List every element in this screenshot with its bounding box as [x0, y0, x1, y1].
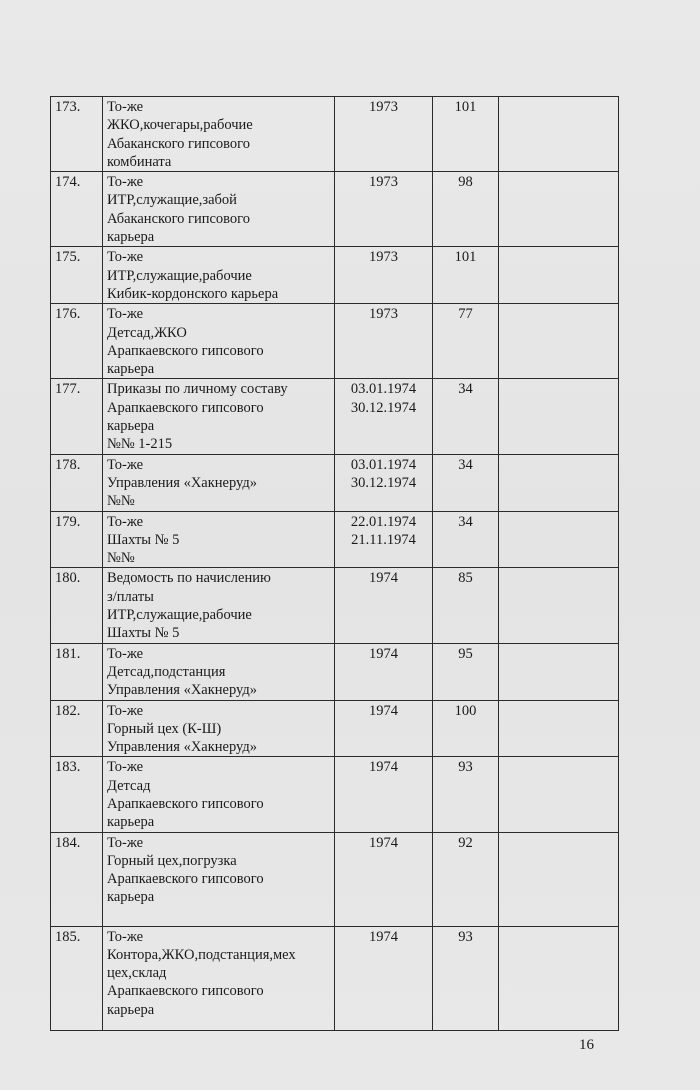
row-sheet-count: 95	[433, 643, 499, 700]
title-line: карьера	[107, 889, 155, 906]
title-line: карьера	[107, 814, 155, 831]
title-line: карьера	[107, 418, 155, 435]
row-number: 173.	[51, 97, 103, 172]
row-dates	[335, 643, 433, 700]
row-note	[499, 926, 619, 1030]
table-row	[51, 832, 619, 926]
row-note	[499, 379, 619, 454]
row-number: 184.	[51, 832, 103, 926]
title-line: №№	[107, 493, 135, 510]
row-note	[499, 700, 619, 757]
row-sheet-count: 34	[433, 454, 499, 511]
row-sheet-count: 85	[433, 568, 499, 643]
row-dates	[335, 757, 433, 832]
date-line: 1973	[369, 99, 398, 115]
date-line: 1974	[369, 928, 398, 945]
title-line: Шахты № 5	[107, 625, 180, 642]
row-sheet-count: 93	[433, 926, 499, 1030]
title-line: цех,склад	[107, 965, 167, 982]
row-sheet-count: 93	[433, 757, 499, 832]
row-number: 182.	[51, 700, 103, 757]
title-line: №№ 1-215	[107, 436, 173, 453]
date-line: 21.11.1974	[351, 531, 416, 548]
date-line: 1974	[369, 570, 398, 587]
table-row	[51, 97, 619, 172]
table-row	[51, 304, 619, 379]
title-line: Арапкаевского гипсового	[107, 795, 264, 812]
title-line: То-же	[107, 99, 144, 115]
date-line: 03.01.1974	[350, 381, 417, 398]
row-sheet-count: 92	[433, 832, 499, 926]
title-line: ИТР,служащие,забой	[107, 192, 237, 209]
title-line: Детсад,подстанция	[107, 663, 226, 680]
title-line: Контора,ЖКО,подстанция,мех	[107, 946, 296, 963]
row-dates	[335, 247, 433, 304]
row-title	[103, 757, 335, 832]
title-line: Арапкаевского гипсового	[107, 399, 264, 416]
row-title	[103, 511, 335, 568]
date-line: 22.01.1974	[350, 513, 417, 530]
row-title	[103, 172, 335, 247]
title-line: Управления «Хакнеруд»	[107, 474, 257, 491]
title-line: Арапкаевского гипсового	[107, 871, 264, 888]
table-row	[51, 511, 619, 568]
row-note	[499, 454, 619, 511]
row-note	[499, 304, 619, 379]
title-line: Горный цех (К-Ш)	[107, 720, 222, 737]
row-note	[499, 172, 619, 247]
row-note	[499, 832, 619, 926]
row-dates	[335, 832, 433, 926]
title-line: №№	[107, 550, 135, 567]
row-number: 176.	[51, 304, 103, 379]
row-number: 179.	[51, 511, 103, 568]
date-line: 1973	[369, 174, 398, 191]
title-line: То-же	[107, 645, 144, 662]
row-note	[499, 247, 619, 304]
table-row	[51, 454, 619, 511]
title-line: Абаканского гипсового	[107, 135, 251, 152]
table-row	[51, 568, 619, 643]
row-sheet-count: 77	[433, 304, 499, 379]
date-line: 1974	[369, 645, 398, 662]
date-line: 1974	[369, 834, 398, 851]
row-dates	[335, 304, 433, 379]
row-number: 185.	[51, 926, 103, 1030]
date-line: 03.01.1974	[350, 456, 417, 473]
title-line: ИТР,служащие,рабочие	[107, 267, 252, 284]
table-row	[51, 700, 619, 757]
date-line: 1973	[369, 306, 398, 323]
inventory-table	[50, 96, 619, 1031]
title-line: Управления «Хакнеруд»	[107, 682, 257, 699]
page-number: 16	[579, 1037, 594, 1053]
title-line: То-же	[107, 249, 144, 266]
title-line: Приказы по личному составу	[107, 381, 288, 398]
row-dates	[335, 454, 433, 511]
row-dates	[335, 568, 433, 643]
row-number: 174.	[51, 172, 103, 247]
row-title	[103, 454, 335, 511]
title-line: Детсад	[107, 777, 151, 794]
title-line: комбината	[107, 153, 172, 170]
title-line: То-же	[107, 834, 144, 851]
row-dates	[335, 511, 433, 568]
title-line: То-же	[107, 702, 144, 719]
row-dates	[335, 172, 433, 247]
row-sheet-count: 101	[433, 247, 499, 304]
row-note	[499, 511, 619, 568]
row-sheet-count: 34	[433, 511, 499, 568]
row-title	[103, 304, 335, 379]
row-number: 180.	[51, 568, 103, 643]
title-line: Ведомость по начислению	[107, 570, 271, 587]
title-line: То-же	[107, 513, 144, 530]
title-line: карьера	[107, 361, 155, 378]
row-number: 183.	[51, 757, 103, 832]
row-sheet-count: 34	[433, 379, 499, 454]
table-row	[51, 379, 619, 454]
row-title	[103, 832, 335, 926]
title-line: Абаканского гипсового	[107, 210, 251, 227]
title-line: Арапкаевского гипсового	[107, 342, 264, 359]
date-line: 1973	[369, 249, 398, 266]
row-sheet-count: 98	[433, 172, 499, 247]
row-title	[103, 926, 335, 1030]
row-number: 181.	[51, 643, 103, 700]
row-sheet-count: 101	[433, 97, 499, 172]
row-title	[103, 247, 335, 304]
row-dates	[335, 926, 433, 1030]
row-note	[499, 568, 619, 643]
title-line: То-же	[107, 306, 144, 323]
inventory-table-body	[51, 97, 619, 1031]
row-note	[499, 757, 619, 832]
table-row	[51, 757, 619, 832]
title-line: ЖКО,кочегары,рабочие	[107, 117, 253, 134]
title-line: То-же	[107, 174, 144, 191]
title-line: карьера	[107, 1001, 155, 1018]
title-line: Детсад,ЖКО	[107, 324, 187, 341]
row-sheet-count: 100	[433, 700, 499, 757]
date-line: 1974	[369, 759, 398, 776]
row-dates	[335, 379, 433, 454]
row-number: 175.	[51, 247, 103, 304]
row-note	[499, 97, 619, 172]
row-title	[103, 379, 335, 454]
date-line: 30.12.1974	[350, 399, 417, 416]
date-line: 30.12.1974	[350, 474, 417, 491]
title-line: карьера	[107, 229, 155, 246]
title-line: То-же	[107, 928, 144, 945]
row-number: 177.	[51, 379, 103, 454]
title-line: То-же	[107, 759, 144, 776]
row-number: 178.	[51, 454, 103, 511]
row-note	[499, 643, 619, 700]
title-line: Кибик-кордонского карьера	[107, 285, 279, 302]
title-line: ИТР,служащие,рабочие	[107, 607, 252, 624]
title-line: Шахты № 5	[107, 531, 180, 548]
title-line: То-же	[107, 456, 144, 473]
title-line: з/платы	[107, 588, 154, 605]
title-line: Горный цех,погрузка	[107, 852, 237, 869]
date-line: 1974	[369, 702, 398, 719]
table-row	[51, 172, 619, 247]
row-title	[103, 643, 335, 700]
row-dates	[335, 97, 433, 172]
table-row	[51, 926, 619, 1030]
table-row	[51, 247, 619, 304]
title-line: Управления «Хакнеруд»	[107, 739, 257, 756]
row-title	[103, 568, 335, 643]
row-title	[103, 700, 335, 757]
table-row	[51, 643, 619, 700]
row-dates	[335, 700, 433, 757]
title-line: Арапкаевского гипсового	[107, 983, 264, 1000]
row-title	[103, 97, 335, 172]
